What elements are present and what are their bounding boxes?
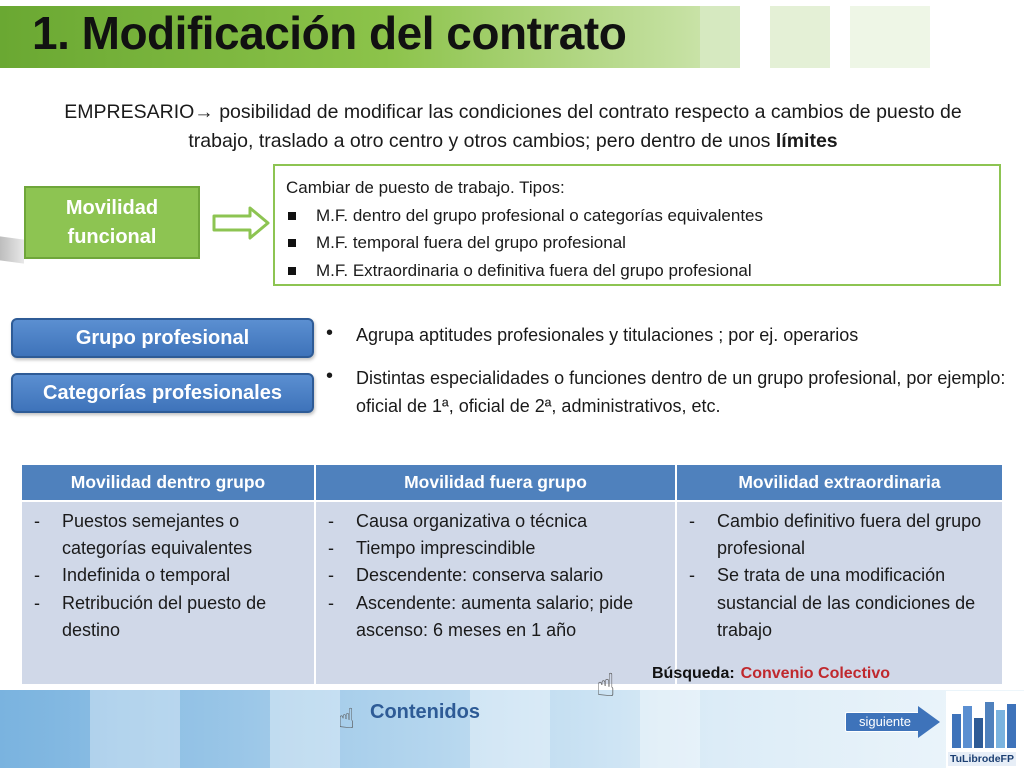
header-square xyxy=(700,6,740,68)
header-square xyxy=(770,6,830,68)
contenidos-link[interactable]: Contenidos xyxy=(370,701,480,723)
intro-lead: EMPRESARIO xyxy=(64,101,195,123)
arrow-right-icon xyxy=(212,205,270,241)
logo xyxy=(946,691,1024,768)
movilidad-funcional-box: Movilidad funcional xyxy=(24,186,200,259)
page-title: 1. Modificación del contrato xyxy=(32,7,627,59)
table-cell xyxy=(22,501,315,684)
table-header-row xyxy=(22,465,1002,501)
table-cell xyxy=(315,501,676,684)
busqueda-line xyxy=(652,665,890,683)
grupo-definition: • Agrupa aptitudes profesionales y titulaciones ; por ej. operarios xyxy=(318,321,1008,349)
arrow-right-icon[interactable] xyxy=(918,706,940,738)
tipos-heading: Cambiar de puesto de trabajo. Tipos: xyxy=(286,178,565,197)
categorias-definition: • Distintas especialidades o funciones dentro de un grupo profesional, por ejemplo: oficial de 1ª, oficial de 2ª, administrativos, etc. xyxy=(318,364,1008,420)
list-item: M.F. dentro del grupo profesional o categorías equivalentes xyxy=(286,202,999,230)
footer-square xyxy=(90,690,180,768)
intro-bold: límites xyxy=(775,130,838,152)
list-item: - Indefinida o temporal xyxy=(30,562,308,589)
table-row xyxy=(22,501,1002,684)
arrow-right-icon: → xyxy=(194,101,214,123)
logo-text: TuLibrodeFP xyxy=(950,753,1014,765)
table-header-cell: Movilidad dentro grupo xyxy=(22,465,315,501)
siguiente-button[interactable]: siguiente xyxy=(845,712,925,732)
grupo-profesional-button[interactable]: Grupo profesional xyxy=(11,318,314,358)
logo-bar xyxy=(952,714,961,748)
pointing-hand-icon[interactable]: ☝ xyxy=(338,703,356,734)
busqueda-label: Búsqueda: xyxy=(652,665,735,682)
list-item: - Puestos semejantes o categorías equivalentes xyxy=(30,508,308,562)
tipos-list xyxy=(286,202,999,285)
definitions xyxy=(318,321,1008,420)
list-item: - Causa organizativa o técnica xyxy=(324,508,669,535)
logo-bar xyxy=(1007,704,1016,748)
table-header-cell: Movilidad extraordinaria xyxy=(676,465,1002,501)
convenio-colectivo-link[interactable]: Convenio Colectivo xyxy=(740,665,891,682)
list-item: M.F. Extraordinaria o definitiva fuera del grupo profesional xyxy=(286,257,999,285)
table-header-cell: Movilidad fuera grupo xyxy=(315,465,676,501)
list-item: - Descendente: conserva salario xyxy=(324,562,669,589)
logo-bar xyxy=(963,706,972,748)
tipos-box xyxy=(273,164,1001,286)
shadow-tab xyxy=(0,236,24,263)
logo-bar xyxy=(985,702,994,748)
list-item: - Retribución del puesto de destino xyxy=(30,590,308,644)
list-item: - Se trata de una modificación sustancial de las condiciones de trabajo xyxy=(685,562,996,644)
footer-square xyxy=(640,690,700,768)
list-item: - Cambio definitivo fuera del grupo profesional xyxy=(685,508,996,562)
pointing-hand-icon[interactable]: ☝ xyxy=(596,667,616,703)
footer-square xyxy=(270,690,340,768)
logo-bar xyxy=(974,718,983,748)
table-cell xyxy=(676,501,1002,684)
footer-square xyxy=(470,690,550,768)
intro-text: posibilidad de modificar las condiciones del contrato respecto a cambios de puesto de trabajo, traslado a otro centro y otros cambios; pero dentro de unos xyxy=(188,101,962,152)
intro-paragraph xyxy=(30,98,996,156)
header-square xyxy=(850,6,930,68)
movilidad-table xyxy=(22,465,1002,684)
categorias-profesionales-button[interactable]: Categorías profesionales xyxy=(11,373,314,413)
list-item: M.F. temporal fuera del grupo profesional xyxy=(286,229,999,257)
list-item: - Ascendente: aumenta salario; pide ascenso: 6 meses en 1 año xyxy=(324,590,669,644)
list-item: - Tiempo imprescindible xyxy=(324,535,669,562)
logo-bar xyxy=(996,710,1005,748)
